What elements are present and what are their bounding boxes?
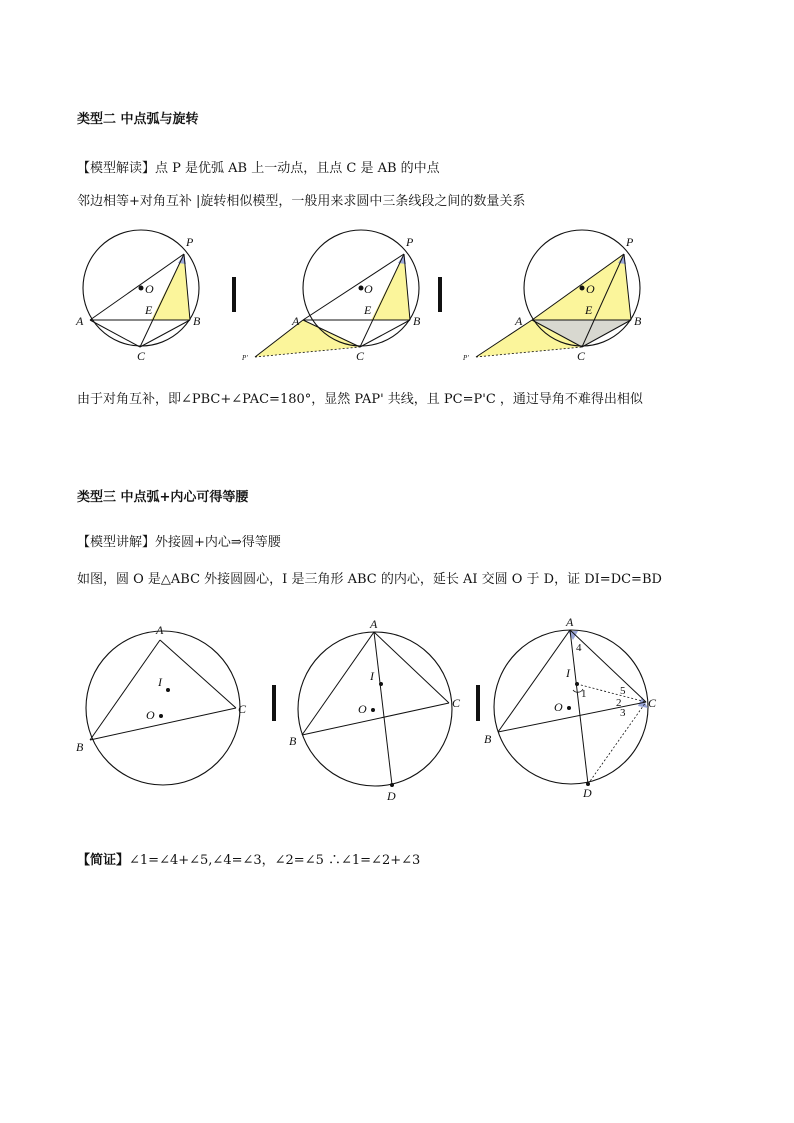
label-angle-5: 5: [620, 685, 626, 697]
proof-text: ∠1=∠4+∠5,∠4=∠3，∠2=∠5 ∴∠1=∠2+∠3: [129, 853, 421, 868]
interpretation-text: 点 P 是优弧 AB 上一动点，且点 C 是 AB 的中点: [155, 161, 440, 176]
label-O: O: [146, 708, 155, 722]
shaded-triangle: [371, 254, 410, 320]
label-angle-4: 4: [576, 642, 582, 654]
figure-2-1: [72, 228, 212, 368]
figure-3-1: [72, 620, 252, 790]
label-A: A: [370, 617, 378, 631]
circle-outline: [86, 631, 240, 785]
label-C: C: [137, 349, 146, 363]
label-B: B: [484, 732, 492, 746]
label-P: P: [406, 235, 414, 249]
model-explanation: [77, 531, 281, 550]
shaded-rotated-triangle: [255, 320, 360, 357]
label-B: B: [289, 734, 297, 748]
section2-heading: 类型二 中点弧与旋转: [77, 112, 199, 127]
circle-outline: [298, 632, 452, 786]
proof-bracket: 【简证】: [77, 853, 130, 868]
label-D: D: [583, 786, 592, 800]
label-A: A: [156, 623, 164, 637]
label-P-prime: P': [242, 354, 248, 362]
explanation-text: 外接圆+内心⇒得等腰: [155, 535, 281, 550]
separator-bar: [438, 277, 442, 312]
label-C: C: [648, 696, 657, 710]
section3-heading: 类型三 中点弧+内心可得等腰: [77, 490, 249, 505]
label-B: B: [634, 314, 642, 328]
conclusion-text: 由于对角互补，即∠PBC+∠PAC=180°，显然 PAP' 共线，且 PC=P'C ，通过导角不难得出相似: [77, 392, 643, 407]
label-P: P: [626, 235, 634, 249]
figure-2-3: [460, 228, 660, 368]
label-E: E: [145, 303, 153, 317]
separator-bar: [232, 277, 236, 312]
explanation-bracket: 【模型讲解】: [77, 535, 156, 550]
brief-proof: [77, 849, 420, 868]
label-O: O: [145, 282, 154, 296]
interpretation-bracket: 【模型解读】: [77, 161, 156, 176]
label-O: O: [586, 282, 595, 296]
label-O: O: [364, 282, 373, 296]
label-A: A: [515, 314, 523, 328]
label-P: P: [186, 235, 194, 249]
figure-description: 如图，圆 O 是△ABC 外接圆圆心，I 是三角形 ABC 的内心，延长 AI 交圆 O 于 D，证 DI=DC=BD: [77, 572, 662, 587]
label-A: A: [566, 615, 574, 629]
label-P-prime: P': [463, 354, 469, 362]
separator-bar: [272, 685, 276, 721]
label-I: I: [566, 666, 570, 680]
label-E: E: [585, 303, 593, 317]
label-O: O: [554, 700, 563, 714]
label-angle-3: 3: [620, 707, 626, 719]
label-A: A: [76, 314, 84, 328]
label-angle-2: 2: [616, 697, 622, 709]
label-D: D: [387, 789, 396, 803]
label-I: I: [370, 669, 374, 683]
figure-2-2: [240, 228, 440, 368]
figure-3-2: [286, 615, 466, 803]
label-O: O: [358, 702, 367, 716]
label-C: C: [238, 702, 247, 716]
figure-3-3: [480, 612, 680, 800]
model-interpretation: [77, 157, 440, 176]
center-dot: [139, 286, 144, 291]
label-B: B: [76, 740, 84, 754]
label-C: C: [452, 696, 461, 710]
label-C: C: [356, 349, 365, 363]
label-C: C: [577, 349, 586, 363]
model-description-line: 邻边相等+对角互补 |旋转相似模型，一般用来求圆中三条线段之间的数量关系: [77, 194, 526, 209]
label-E: E: [364, 303, 372, 317]
label-B: B: [193, 314, 201, 328]
label-A: A: [292, 314, 300, 328]
label-I: I: [158, 675, 162, 689]
label-angle-1: 1: [581, 688, 587, 700]
label-B: B: [413, 314, 421, 328]
